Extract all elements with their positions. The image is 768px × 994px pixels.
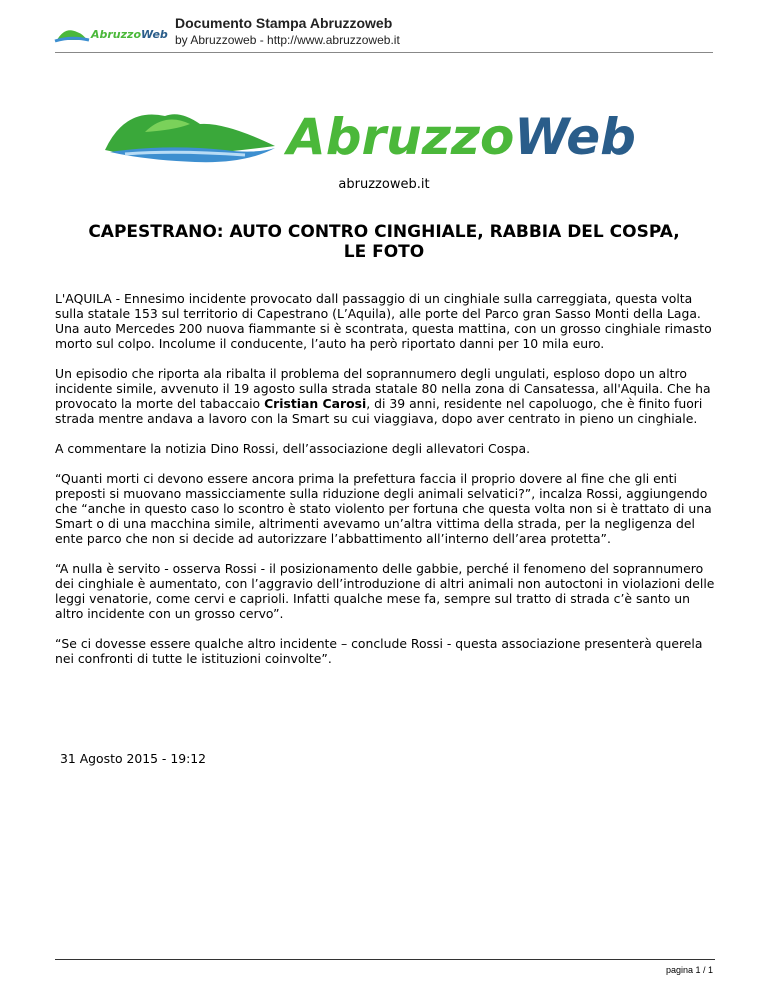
paragraph-2 (55, 366, 715, 426)
paragraph-5: “A nulla è servito - osserva Rossi - il posizionamento delle gabbie, perché il fenomeno del soprannumero dei cinghiale è aumentato, con l’aggravio dell’introduzione di altri animali non autoctoni in violazioni delle leggi venatorie, come cervi e caprioli. Infatti qualche mese fa, sempre sul tratto di strada c’è santo un altro incidente con un grosso cervo”. (55, 561, 715, 621)
paragraph-2-start: Un episodio che riporta ala ribalta il problema del soprannumero degli ungulati, esploso dopo un altro incidente simile, avvenuto il 19 agosto sulla strada statale 80 nella zona di Cansatessa, all'Aquila. Che ha provocato la morte del tabaccaio (55, 366, 711, 411)
paragraph-6: “Se ci dovesse essere qualche altro incidente – conclude Rossi - questa associazione presenterà querela nei confronti di tutte le istituzioni coinvolte”. (55, 636, 703, 666)
victim-name: Cristian Carosi (264, 396, 367, 411)
footer-divider (55, 959, 715, 960)
svg-text:AbruzzoWeb: AbruzzoWeb (91, 28, 168, 41)
paragraph-1a: L'AQUILA - Ennesimo incidente provocato dall passaggio di un cinghiale sulla carreggiata, questa volta sulla statale 153 sul territorio di Capestrano (L’Aquila), alle porte del Parco gran Sasso Monti della Laga. (55, 291, 701, 321)
paragraph-4: “Quanti morti ci devono essere ancora prima la prefettura faccia il proprio dovere al fine che gli enti preposti si muovano massicciamente sulla riduzione degli animali selvatici?”, incalza Rossi, aggiungendo che “anche in questo caso lo scontro è stato violento per fortuna che questa volta non si è trattato di una Smart o di una macchina simile, altrimenti avevamo un’altra vittima della strada, per la negligenza del ente parco che non si decide ad autorizzare l’abbattimento all’interno dell’area protetta”. (55, 471, 712, 546)
article-title-line1: CAPESTRANO: AUTO CONTRO CINGHIALE, RABBIA DEL COSPA, (88, 222, 680, 242)
page-number: pagina 1 / 1 (665, 965, 713, 975)
paragraph-1 (55, 291, 715, 351)
document-subtitle: by Abruzzoweb - http://www.abruzzoweb.it (175, 33, 400, 47)
abruzzoweb-small-logo (55, 22, 168, 44)
paragraph-1b: Una auto Mercedes 200 nuova fiammante si è scontrata, questa mattina, con un grosso cinghiale rimasto morto sul colpo. Incolume il conducente, l’auto ha però riportato danni per 10 mila euro. (55, 321, 712, 351)
article-title-line2: LE FOTO (343, 242, 425, 262)
abruzzoweb-logo (105, 102, 640, 172)
document-title: Documento Stampa Abruzzoweb (175, 15, 393, 31)
paragraph-3: A commentare la notizia Dino Rossi, dell’associazione degli allevatori Cospa. (55, 441, 531, 456)
article-title (60, 222, 708, 262)
site-name: abruzzoweb.it (338, 177, 430, 192)
article-body (55, 291, 715, 681)
print-header (55, 12, 713, 53)
publish-date: 31 Agosto 2015 - 19:12 (60, 751, 207, 766)
paragraph-2-end: , di 39 anni, residente nel capoluogo, che è finito fuori strada mentre andava a lavoro con la Smart su cui viaggiava, dopo aver centrato in pieno un cinghiale. (55, 396, 703, 426)
logo-text: AbruzzoWeb (287, 108, 636, 166)
